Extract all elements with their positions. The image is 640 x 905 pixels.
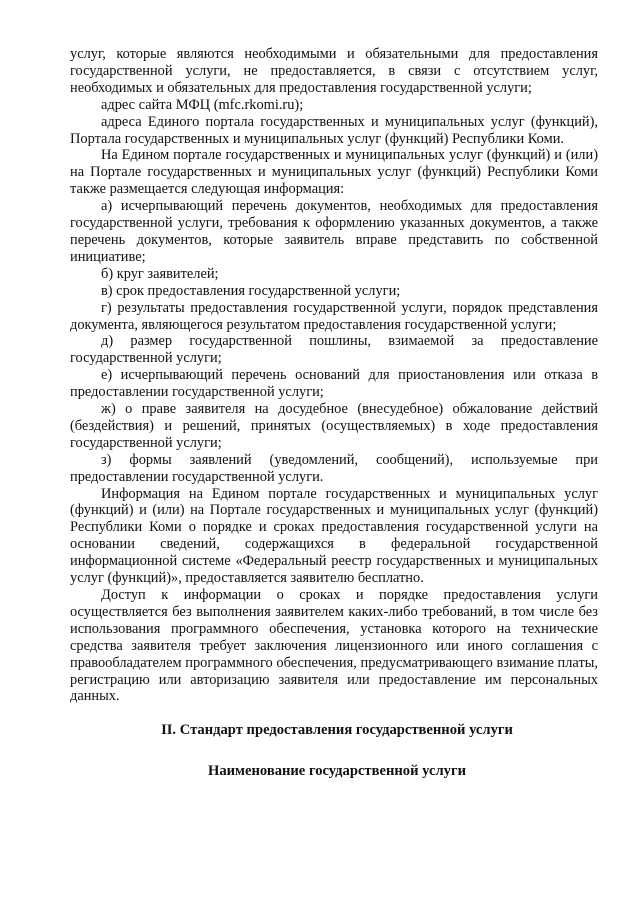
list-item-e: е) исчерпывающий перечень оснований для приостановления или отказа в предоставлении государственной услуги; (70, 367, 598, 401)
paragraph-info-free: Информация на Едином портале государственных и муниципальных услуг (функций) и (или) на Портале государственных и муниципальных услуг (функций) Республики Коми о порядке и сроках предоставления государственной услуги на основании сведений, содержащихся в федеральной государственной информационной системе «Федеральный реестр государственных и муниципальных услуг (функций)», предоставляется заявителю бесплатно. (70, 485, 598, 587)
subsection-heading: Наименование государственной услуги (208, 763, 466, 780)
paragraph-portal-addresses: адреса Единого портала государственных и муниципальных услуг (функций), Портала государственных и муниципальных услуг (функций) Республики Коми. (70, 113, 598, 147)
list-item-a: а) исчерпывающий перечень документов, необходимых для предоставления государственной услуги, требования к оформлению указанных документов, а также перечень документов, которые заявитель вправе представить по собственной инициативе; (70, 198, 598, 265)
paragraph-portal-info-intro: На Едином портале государственных и муниципальных услуг (функций) и (или) на Портале государственных и муниципальных услуг (функций) Республики Коми также размещается следующая информация: (70, 147, 598, 198)
paragraph-access: Доступ к информации о сроках и порядке предоставления услуги осуществляется без выполнения заявителем каких-либо требований, в том числе без использования программного обеспечения, установка которого на технические средства заявителя требует заключения лицензионного или иного соглашения с правообладателем программного обеспечения, предусматривающего взимание платы, регистрацию или авторизацию заявителя или предоставление им персональных данных. (70, 587, 598, 705)
section-heading: II. Стандарт предоставления государственной услуги (161, 722, 513, 739)
list-item-d: д) размер государственной пошлины, взимаемой за предоставление государственной услуги; (70, 333, 598, 367)
list-item-z: з) формы заявлений (уведомлений, сообщений), используемые при предоставлении государственной услуги. (70, 451, 598, 485)
list-item-b: б) круг заявителей; (101, 265, 219, 282)
list-item-v: в) срок предоставления государственной услуги; (101, 282, 401, 299)
list-item-g: г) результаты предоставления государственной услуги, порядок представления документа, являющегося результатом предоставления государственной услуги; (70, 299, 598, 333)
paragraph-services-note: услуг, которые являются необходимыми и обязательными для предоставления государственной услуги, не предоставляется, в связи с отсутствием услуг, необходимых и обязательных для предоставления государственной услуги; (70, 46, 598, 96)
paragraph-mfc-site: адрес сайта МФЦ (mfc.rkomi.ru); (101, 96, 304, 113)
list-item-zh: ж) о праве заявителя на досудебное (внесудебное) обжалование действий (бездействия) и решений, принятых (осуществляемых) в ходе предоставления государственной услуги; (70, 401, 598, 451)
